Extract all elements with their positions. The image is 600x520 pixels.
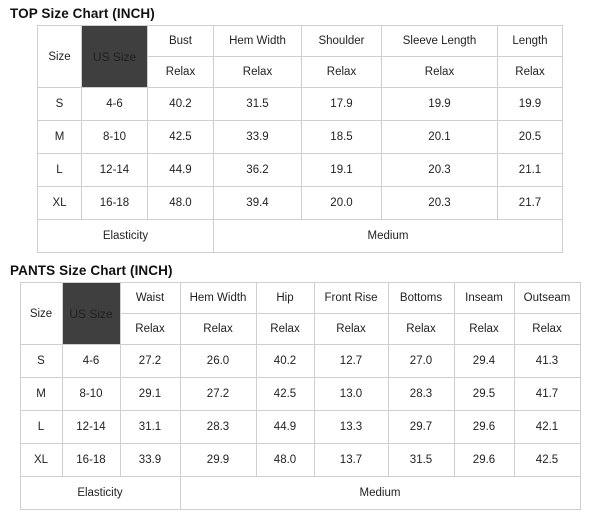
header-us-size: US Size: [82, 26, 148, 88]
row-value: 28.3: [180, 411, 256, 444]
table-row: [20, 345, 580, 378]
row-value: 26.0: [180, 345, 256, 378]
subheader-relax: Relax: [498, 57, 563, 88]
row-size: S: [38, 88, 82, 121]
row-us-size: 4-6: [62, 345, 120, 378]
row-value: 33.9: [214, 121, 302, 154]
row-us-size: 16-18: [82, 187, 148, 220]
row-size: L: [38, 154, 82, 187]
table-footer-row: [20, 477, 580, 510]
header-front-rise: Front Rise: [314, 283, 388, 314]
table-row: [38, 187, 563, 220]
subheader-relax: Relax: [120, 314, 180, 345]
row-value: 41.7: [514, 378, 580, 411]
row-value: 31.5: [388, 444, 454, 477]
row-value: 42.1: [514, 411, 580, 444]
header-bust: Bust: [148, 26, 214, 57]
pants-size-chart-table: [20, 282, 581, 510]
subheader-relax: Relax: [314, 314, 388, 345]
subheader-relax: Relax: [454, 314, 514, 345]
subheader-relax: Relax: [180, 314, 256, 345]
row-value: 19.9: [498, 88, 563, 121]
subheader-relax: Relax: [148, 57, 214, 88]
row-value: 29.7: [388, 411, 454, 444]
row-value: 19.1: [302, 154, 382, 187]
header-size: Size: [20, 283, 62, 345]
row-us-size: 4-6: [82, 88, 148, 121]
header-outseam: Outseam: [514, 283, 580, 314]
header-sleeve-length: Sleeve Length: [382, 26, 498, 57]
row-us-size: 16-18: [62, 444, 120, 477]
row-us-size: 8-10: [82, 121, 148, 154]
table-row: [38, 121, 563, 154]
header-inseam: Inseam: [454, 283, 514, 314]
row-value: 48.0: [148, 187, 214, 220]
subheader-relax: Relax: [388, 314, 454, 345]
row-value: 29.6: [454, 411, 514, 444]
row-value: 18.5: [302, 121, 382, 154]
elasticity-value: Medium: [214, 220, 563, 253]
row-size: L: [20, 411, 62, 444]
row-us-size: 8-10: [62, 378, 120, 411]
header-bottoms: Bottoms: [388, 283, 454, 314]
table-footer-row: [38, 220, 563, 253]
subheader-relax: Relax: [256, 314, 314, 345]
subheader-relax: Relax: [302, 57, 382, 88]
row-size: XL: [20, 444, 62, 477]
row-value: 21.7: [498, 187, 563, 220]
row-value: 42.5: [514, 444, 580, 477]
header-size: Size: [38, 26, 82, 88]
row-size: XL: [38, 187, 82, 220]
row-value: 20.0: [302, 187, 382, 220]
row-value: 41.3: [514, 345, 580, 378]
row-value: 33.9: [120, 444, 180, 477]
row-value: 13.7: [314, 444, 388, 477]
row-value: 42.5: [256, 378, 314, 411]
row-value: 28.3: [388, 378, 454, 411]
subheader-relax: Relax: [514, 314, 580, 345]
header-waist: Waist: [120, 283, 180, 314]
row-value: 20.3: [382, 154, 498, 187]
row-size: M: [38, 121, 82, 154]
header-hem-width: Hem Width: [180, 283, 256, 314]
row-value: 13.0: [314, 378, 388, 411]
table-row: [20, 378, 580, 411]
header-shoulder: Shoulder: [302, 26, 382, 57]
table-row: [38, 88, 563, 121]
row-value: 36.2: [214, 154, 302, 187]
row-value: 44.9: [256, 411, 314, 444]
row-us-size: 12-14: [62, 411, 120, 444]
row-value: 20.5: [498, 121, 563, 154]
row-value: 19.9: [382, 88, 498, 121]
table-header-row: [38, 26, 563, 57]
row-value: 31.5: [214, 88, 302, 121]
row-value: 29.4: [454, 345, 514, 378]
table-row: [20, 411, 580, 444]
row-value: 27.2: [120, 345, 180, 378]
row-value: 20.1: [382, 121, 498, 154]
table-header-row: [20, 283, 580, 314]
row-size: M: [20, 378, 62, 411]
pants-chart-title: PANTS Size Chart (INCH): [10, 263, 173, 278]
row-value: 40.2: [148, 88, 214, 121]
elasticity-value: Medium: [180, 477, 580, 510]
table-row: [38, 154, 563, 187]
subheader-relax: Relax: [382, 57, 498, 88]
row-value: 20.3: [382, 187, 498, 220]
top-chart-title: TOP Size Chart (INCH): [10, 6, 155, 21]
header-us-size: US Size: [62, 283, 120, 345]
row-value: 40.2: [256, 345, 314, 378]
row-value: 27.2: [180, 378, 256, 411]
row-value: 13.3: [314, 411, 388, 444]
row-value: 29.6: [454, 444, 514, 477]
subheader-relax: Relax: [214, 57, 302, 88]
top-size-chart-table: [37, 25, 563, 253]
row-value: 48.0: [256, 444, 314, 477]
row-value: 21.1: [498, 154, 563, 187]
header-length: Length: [498, 26, 563, 57]
table-spacer: [0, 253, 600, 263]
elasticity-label: Elasticity: [38, 220, 214, 253]
row-value: 29.9: [180, 444, 256, 477]
row-value: 27.0: [388, 345, 454, 378]
row-value: 44.9: [148, 154, 214, 187]
elasticity-label: Elasticity: [20, 477, 180, 510]
row-value: 17.9: [302, 88, 382, 121]
row-value: 42.5: [148, 121, 214, 154]
row-us-size: 12-14: [82, 154, 148, 187]
table-row: [20, 444, 580, 477]
row-value: 29.5: [454, 378, 514, 411]
row-size: S: [20, 345, 62, 378]
header-hem-width: Hem Width: [214, 26, 302, 57]
row-value: 31.1: [120, 411, 180, 444]
row-value: 39.4: [214, 187, 302, 220]
row-value: 12.7: [314, 345, 388, 378]
header-hip: Hip: [256, 283, 314, 314]
row-value: 29.1: [120, 378, 180, 411]
